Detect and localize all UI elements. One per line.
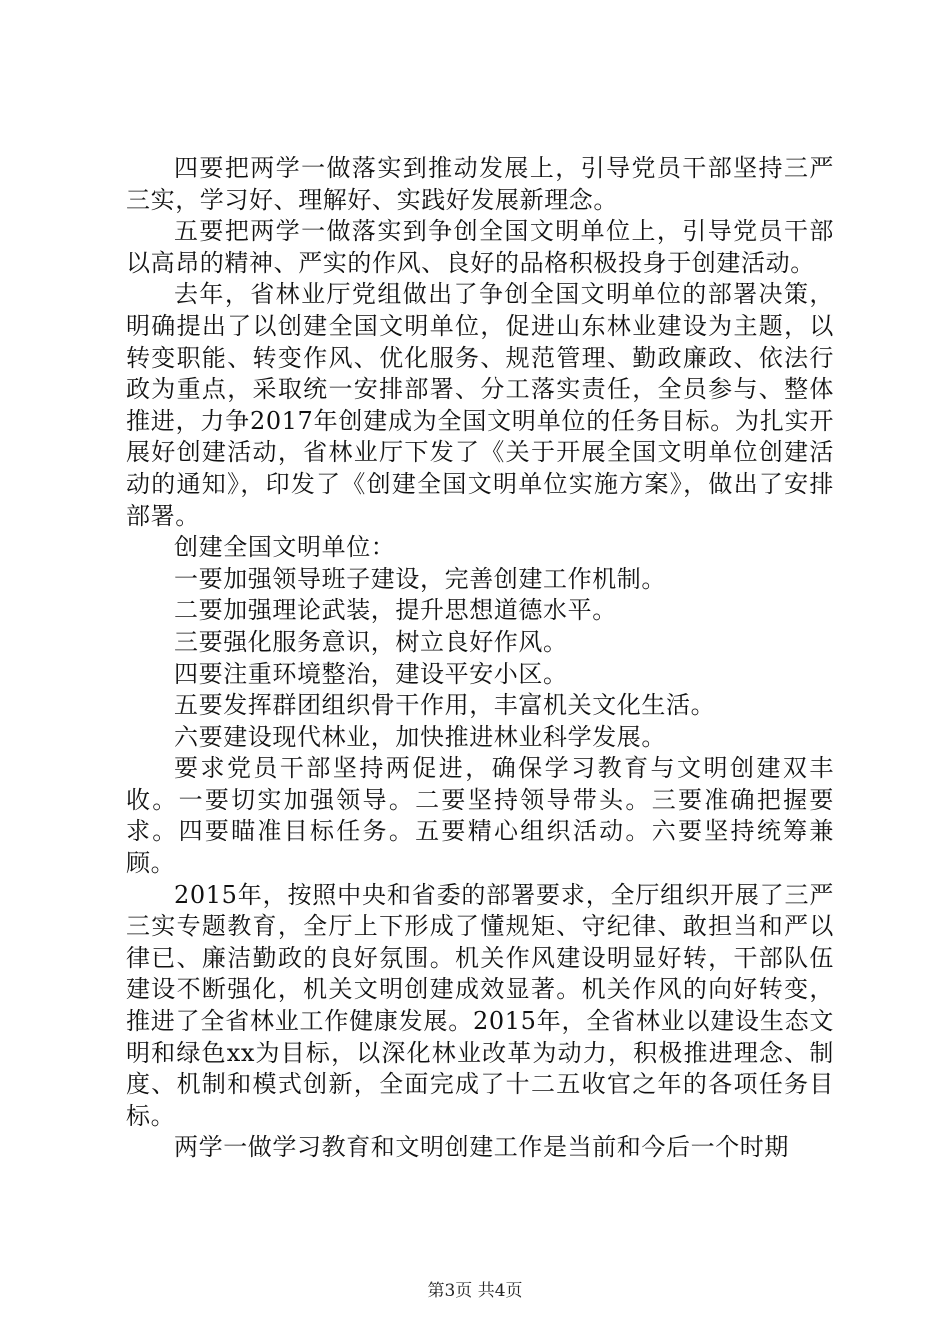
- paragraph: 要求党员干部坚持两促进，确保学习教育与文明创建双丰收。一要切实加强领导。二要坚持领导带头。三要准确把握要求。四要瞄准目标任务。五要精心组织活动。六要坚持统筹兼顾。: [126, 754, 834, 878]
- paragraph: 四要把两学一做落实到推动发展上，引导党员干部坚持三严三实，学习好、理解好、实践好发展新理念。: [126, 154, 834, 214]
- paragraph: 去年，省林业厅党组做出了争创全国文明单位的部署决策，明确提出了以创建全国文明单位，促进山东林业建设为主题，以转变职能、转变作风、优化服务、规范管理、勤政廉政、依法行政为重点，采取统一安排部署、分工落实责任，全员参与、整体推进，力争2017年创建成为全国文明单位的任务目标。为扎实开展好创建活动，省林业厅下发了《关于开展全国文明单位创建活动的通知》，印发了《创建全国文明单位实施方案》，做出了安排部署。: [126, 280, 834, 530]
- list-item: 六要建设现代林业，加快推进林业科学发展。: [174, 722, 666, 751]
- list-item: 五要发挥群团组织骨干作用，丰富机关文化生活。: [174, 691, 716, 720]
- list-item: 一要加强领导班子建设，完善创建工作机制。: [174, 564, 666, 593]
- paragraph: 两学一做学习教育和文明创建工作是当前和今后一个时期: [174, 1133, 789, 1162]
- list-heading: 创建全国文明单位：: [174, 533, 396, 562]
- page-footer: 第3页 共4页: [427, 1281, 523, 1301]
- list-item: 三要强化服务意识，树立良好作风。: [174, 627, 568, 656]
- paragraph: 2015年，按照中央和省委的部署要求，全厅组织开展了三严三实专题教育，全厅上下形成了懂规矩、守纪律、敢担当和严以律已、廉洁勤政的良好氛围。机关作风建设明显好转，干部队伍建设不断强化，机关文明创建成效显著。机关作风的向好转变，推进了全省林业工作健康发展。2015年，全省林业以建设生态文明和绿色xx为目标，以深化林业改革为动力，积极推进理念、制度、机制和模式创新，全面完成了十二五收官之年的各项任务目标。: [126, 880, 834, 1130]
- list-item: 二要加强理论武装，提升思想道德水平。: [174, 596, 617, 625]
- paragraph: 五要把两学一做落实到争创全国文明单位上，引导党员干部以高昂的精神、严实的作风、良好的品格积极投身于创建活动。: [126, 217, 834, 277]
- list-item: 四要注重环境整治，建设平安小区。: [174, 659, 568, 688]
- document-body: [126, 153, 834, 1164]
